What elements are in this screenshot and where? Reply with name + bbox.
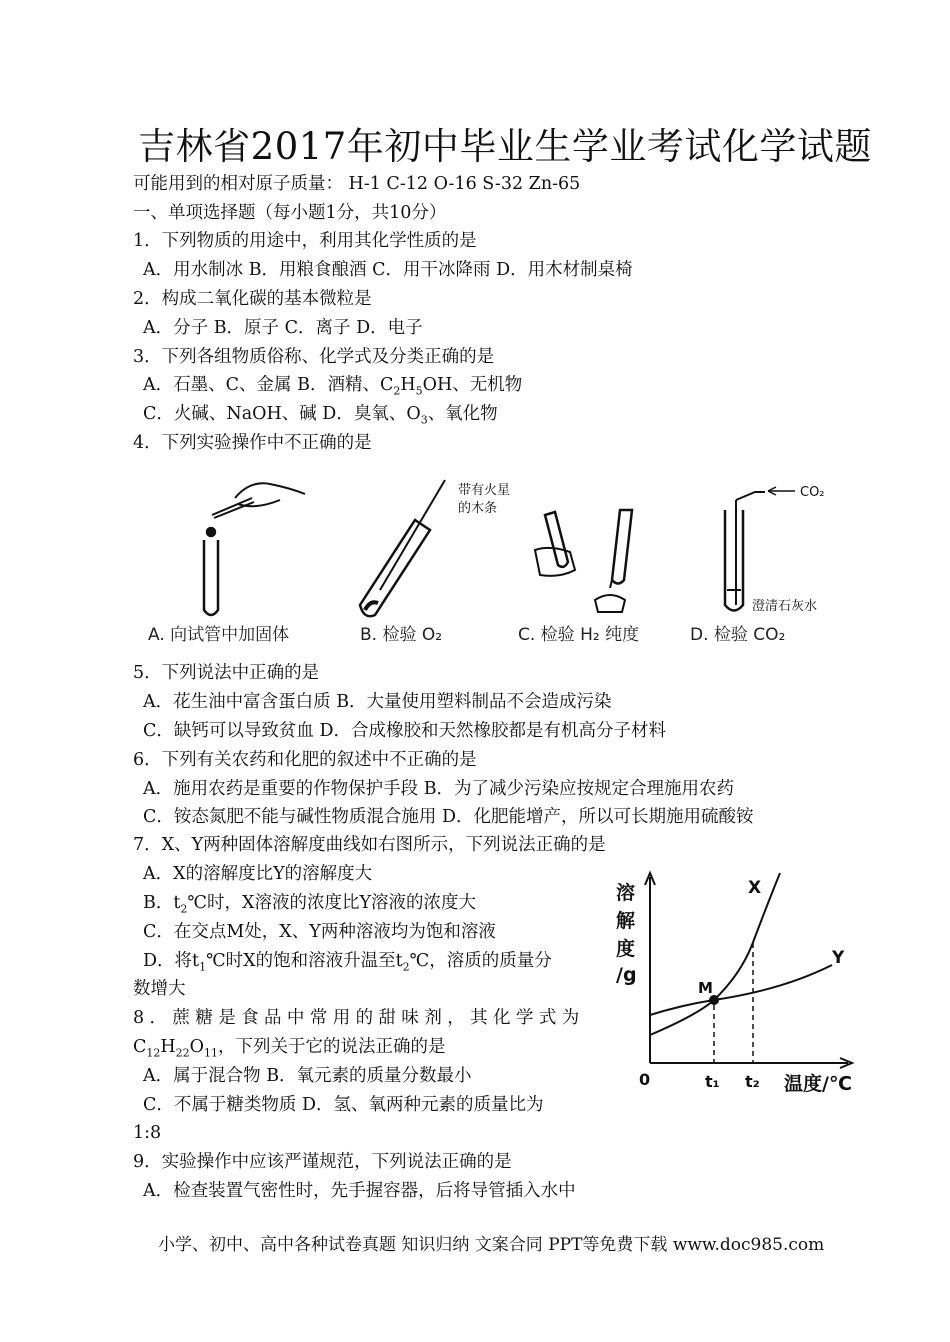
q7-stem: 7．X、Y两种固体溶解度曲线如右图所示，下列说法正确的是	[133, 835, 606, 855]
caption-c: C. 检验 H₂ 纯度	[518, 625, 640, 645]
t2-label: t₂	[745, 1072, 760, 1091]
label-b2: 的木条	[458, 501, 498, 516]
page-title: 吉林省2017年初中毕业生学业考试化学试题	[138, 125, 872, 168]
origin-label: 0	[639, 1070, 651, 1089]
q7-option-d-cont: 数增大	[133, 979, 186, 999]
q8-formula-line: $C_{12}H_{22}O_{11}$，下列关于它的说法正确的是	[133, 1037, 446, 1060]
q7-option-c: C．在交点M处，X、Y两种溶液均为饱和溶液	[143, 922, 496, 942]
q9-option-a: A．检查装置气密性时，先手握容器，后将导管插入水中	[143, 1181, 576, 1201]
figure-d	[725, 487, 795, 611]
q3-options-cd: C．火碱、NaOH、碱 D．臭氧、$O_3$、氧化物	[143, 404, 498, 427]
caption-a: A. 向试管中加固体	[148, 625, 290, 645]
q8-options-cd-cont: 1:8	[133, 1123, 162, 1143]
q4-stem: 4．下列实验操作中不正确的是	[133, 433, 372, 453]
q4-lab-figure	[140, 470, 860, 655]
q7-option-a: A．X的溶解度比Y的溶解度大	[143, 864, 373, 884]
ylabel-char-1: 溶	[616, 882, 636, 904]
q6-options-cd: C．铵态氮肥不能与碱性物质混合施用 D．化肥能增产，所以可长期施用硫酸铵	[143, 807, 754, 827]
point-m-label: M	[698, 979, 713, 997]
q2-options: A．分子 B．原子 C．离子 D．电子	[143, 318, 423, 338]
q9-stem: 9．实验操作中应该严谨规范，下列说法正确的是	[133, 1152, 512, 1172]
q1-options: A．用水制冰 B．用粮食酿酒 C．用干冰降雨 D．用木材制桌椅	[143, 260, 633, 280]
q8-options-ab: A．属于混合物 B．氧元素的质量分数最小	[143, 1066, 472, 1086]
ylabel-char-4: /g	[616, 964, 637, 986]
q5-options-ab: A．花生油中富含蛋白质 B．大量使用塑料制品不会造成污染	[143, 692, 612, 712]
solubility-graph	[612, 865, 872, 1100]
curve-y-label: Y	[832, 948, 845, 968]
lime-water-label: 澄清石灰水	[752, 599, 818, 614]
caption-b: B. 检验 O₂	[360, 625, 443, 645]
q5-options-cd: C．缺钙可以导致贫血 D．合成橡胶和天然橡胶都是有机高分子材料	[143, 721, 666, 741]
co2-label: CO₂	[800, 485, 825, 500]
figure-a	[204, 483, 305, 615]
ylabel-char-3: 度	[616, 938, 636, 960]
q6-options-ab: A．施用农药是重要的作物保护手段 B．为了减少污染应按规定合理施用农药	[143, 779, 735, 799]
atomic-mass-info: 可能用到的相对原子质量： H-1 C-12 O-16 S-32 Zn-65	[133, 174, 581, 194]
q3-stem: 3．下列各组物质俗称、化学式及分类正确的是	[133, 347, 495, 367]
x-axis-label: 温度/℃	[784, 1073, 852, 1095]
figure-b	[360, 480, 445, 616]
q7-option-d: D．将$t_1℃$时X的饱和溶液升温至$t_2℃$，溶质的质量分	[143, 951, 552, 974]
q2-stem: 2．构成二氧化碳的基本微粒是	[133, 289, 372, 309]
q8-stem: 8．蔗糖是食品中常用的甜味剂，其化学式为	[133, 1008, 585, 1028]
label-b1: 带有火星	[458, 483, 511, 498]
t1-label: t₁	[705, 1072, 720, 1091]
figure-c	[535, 510, 632, 612]
q1-stem: 1．下列物质的用途中，利用其化学性质的是	[133, 231, 477, 251]
q5-stem: 5．下列说法中正确的是	[133, 663, 320, 683]
q3-options-ab: A．石墨、C、金属 B．酒精、$C_2H_5OH$、无机物	[143, 375, 523, 398]
curve-x-label: X	[748, 878, 762, 898]
q8-options-cd: C．不属于糖类物质 D．氢、氧两种元素的质量比为	[143, 1095, 544, 1115]
q7-option-b: B．$t_2℃$时，X溶液的浓度比Y溶液的浓度大	[143, 893, 476, 916]
q6-stem: 6．下列有关农药和化肥的叙述中不正确的是	[133, 750, 477, 770]
caption-d: D. 检验 CO₂	[690, 625, 786, 645]
curve-y	[650, 965, 832, 1015]
footer-ad: 小学、初中、高中各种试卷真题 知识归纳 文案合同 PPT等免费下载 www.doc985.com	[158, 1235, 825, 1255]
ylabel-char-2: 解	[616, 910, 636, 932]
section-heading: 一、单项选择题（每小题1分，共10分）	[133, 203, 447, 223]
